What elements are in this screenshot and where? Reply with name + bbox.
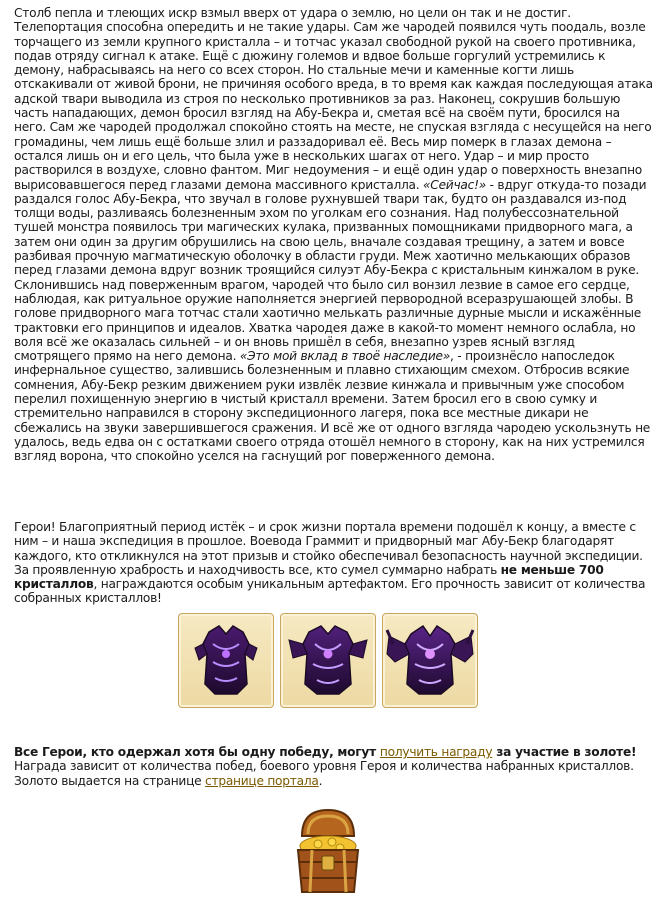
story-quote-now: «Сейчас!» xyxy=(423,177,487,192)
story-paragraph xyxy=(14,6,654,464)
story-part-c: , - произнёсло напоследок инфернальное существо, залившись болезненным и плавно стихающим смехом. Отбросив всякие сомнения, Абу-Бекр резким движением руки извлёк лезвие кинжала и привычным уже способом перелил похищенную энергию в чистый кристалл времени. Затем бросил его в свою сумку и стремительно направился в сторону экспедиционного лагеря, пока все местные дикари не сбежались на звуки завершившегося сражения. И всё же от одного взгляда чародею ускользнуть не удалось, ведь едва он с остатками своего отряда отошёл немного в сторону, как на них устремился взгляд ворона, что спокойно уселся на гаснущий рог поверженного демона. xyxy=(14,349,651,464)
treasure-chest-icon xyxy=(288,806,368,898)
artifact-cards xyxy=(178,613,478,708)
announcement-text-a: Герои! Благоприятный период истёк – и срок жизни портала времени подошёл к концу, а вместе с ним – и наша экспедиция в прошлое. Воевода Граммит и придворный маг Абу-Бекр благодарят каждого, кто откликнулся на этот призыв и стойко обеспечивал безопасность научной экспедиции. За проявленную храбрость и находчивость все, кто сумел суммарно набрать xyxy=(14,520,643,577)
reward-text-a: Награда зависит от количества побед, боевого уровня Героя и количества набранных кристаллов. Золото выдается на странице xyxy=(14,759,634,788)
story-part-a: Столб пепла и тлеющих искр взмыл вверх от удара о землю, но цели он так и не достиг. Телепортация способна опередить и не такие удары. Сам же чародей появился чуть поодаль, возле торчащего из земли крупного кристалла – и тотчас указал свободной рукой на своего противника, подав отряду сигнал к атаке. Ещё с дюжину големов и вдвое больше горгулий устремились к демону, набрасываясь на него со всех сторон. Но стальные мечи и каменные когти лишь отскакивали от живой брони, не причиняя особого вреда, в то время как каждая последующая атака адской твари выводила из строя по несколько противников за раз. Наконец, сокрушив большую часть нападающих, демон бросил взгляд на Абу-Бекра и, сметая всё на своём пути, бросился на него. Сам же чародей продолжал спокойно стоять на месте, не спуская взгляда с несущейся на него громадины, чем лишь ещё больше злил и раззадоривал её. Весь мир померк в глазах демона – остался лишь он и его цель, что была уже в нескольких шагах от него. Удар – и мир просто растворился в воздухе, словно фантом. Миг недоумения – и ещё один удар о поверхность внезапно вырисовавшегося перед глазами демона массивного кристалла. xyxy=(14,6,653,192)
reward-bold-a: Все Герои, кто одержал хотя бы одну победу, могут xyxy=(14,745,380,759)
story-text xyxy=(14,6,654,464)
armor-icon[interactable] xyxy=(280,613,376,708)
announcement-text-b: , награждаются особым уникальным артефактом. Его прочность зависит от количества собранных кристаллов! xyxy=(14,577,646,606)
reward-bold-b: за участие в золоте! xyxy=(492,745,637,759)
announcement-crystal-requirement: не меньше 700 кристаллов xyxy=(14,562,604,592)
portal-page-link[interactable]: странице портала xyxy=(205,773,319,788)
story-quote-legacy: «Это мой вклад в твоё наследие» xyxy=(239,349,451,364)
story-part-b: - вдруг откуда-то позади раздался голос Абу-Бекра, что звучал в голове рухнувшей твари так, будто он раздавался из-под толщи воды, разливаясь болезненным эхом по уголкам его сознания. Над полубессознательной тушей монстра появилось три магических кулака, призванных помощниками придворного мага, а затем они один за другим обрушились на свою цель, вначале создавая трещину, а затем и вовсе разбивая прочную магматическую оболочку в области груди. Меж хаотично мелькающих образов перед глазами демона вдруг возник троящийся силуэт Абу-Бекра с кристальным кинжалом в руке. Склонившись над поверженным врагом, чародей что было сил вонзил лезвие в самое его сердце, наблюдая, как ритуальное оружие наполняется энергией первородной всеразрушающей злобы. В голове придворного мага тотчас стали хаотично мелькать различные дурные мысли и искажённые трактовки его принципов и идеалов. Хватка чародея даже в какой-то момент немного ослабла, но воля всё же оказалась сильней – и он вновь пришёл в себя, внезапно узрев ясный взгляд смотрящего прямо на него демона. xyxy=(14,177,647,364)
armor-icon[interactable] xyxy=(382,613,478,708)
get-reward-link[interactable]: получить награду xyxy=(379,745,493,759)
announcement-paragraph xyxy=(14,520,654,606)
reward-paragraph xyxy=(14,745,654,788)
reward-text-b: . xyxy=(318,773,323,788)
armor-icon[interactable] xyxy=(178,613,274,708)
